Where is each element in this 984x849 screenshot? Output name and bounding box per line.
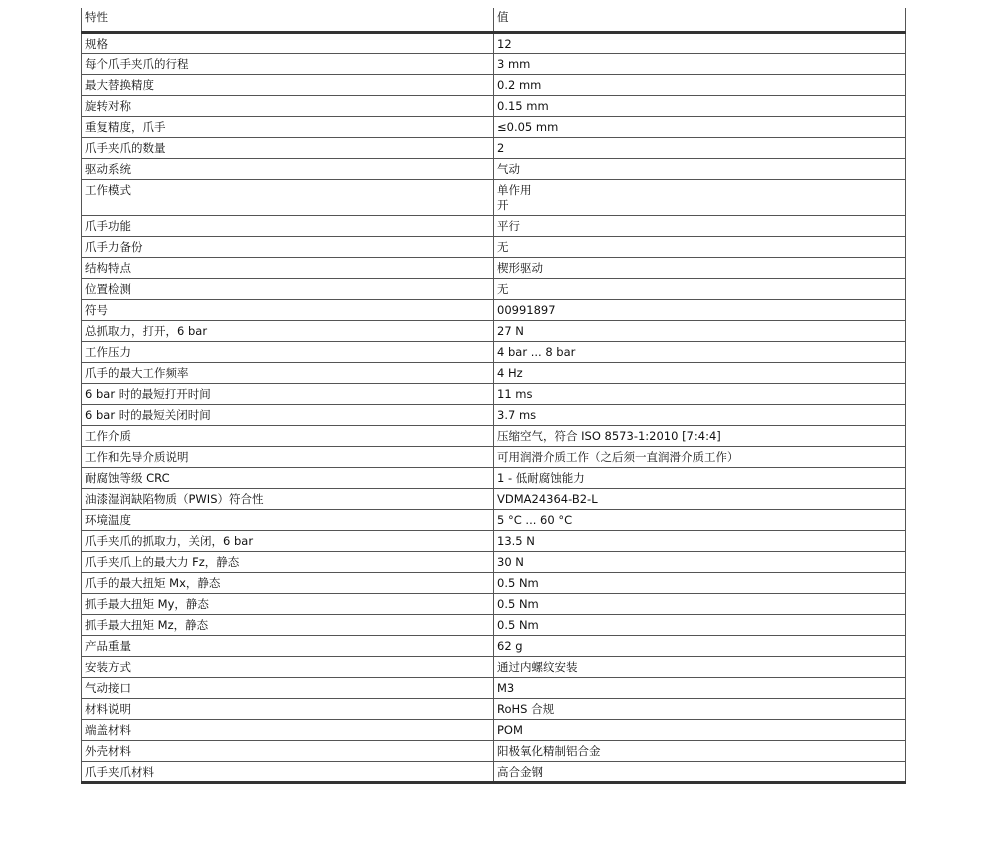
table-row xyxy=(82,53,906,74)
value-cell: 30 N xyxy=(494,551,906,572)
value-cell: 0.5 Nm xyxy=(494,614,906,635)
value-cell: 62 g xyxy=(494,635,906,656)
property-cell: 工作和先导介质说明 xyxy=(82,446,494,467)
value-cell: 5 °C ... 60 °C xyxy=(494,509,906,530)
property-cell: 抓手最大扭矩 My，静态 xyxy=(82,593,494,614)
table-row xyxy=(82,509,906,530)
property-cell: 爪手力备份 xyxy=(82,236,494,257)
property-cell: 耐腐蚀等级 CRC xyxy=(82,467,494,488)
value-cell: 1 - 低耐腐蚀能力 xyxy=(494,467,906,488)
value-cell: 0.2 mm xyxy=(494,74,906,95)
value-cell: ≤0.05 mm xyxy=(494,116,906,137)
table-row xyxy=(82,425,906,446)
table-row xyxy=(82,656,906,677)
table-row xyxy=(82,257,906,278)
table-row xyxy=(82,614,906,635)
table-row xyxy=(82,137,906,158)
table-row xyxy=(82,404,906,425)
table-row xyxy=(82,635,906,656)
value-cell: 楔形驱动 xyxy=(494,257,906,278)
value-cell: 27 N xyxy=(494,320,906,341)
property-cell: 最大替换精度 xyxy=(82,74,494,95)
table-row xyxy=(82,719,906,740)
property-cell: 旋转对称 xyxy=(82,95,494,116)
table-row xyxy=(82,341,906,362)
property-cell: 爪手夹爪的数量 xyxy=(82,137,494,158)
property-cell: 重复精度，爪手 xyxy=(82,116,494,137)
spec-table-body xyxy=(82,32,906,782)
value-cell: 压缩空气，符合 ISO 8573-1:2010 [7:4:4] xyxy=(494,425,906,446)
value-cell: M3 xyxy=(494,677,906,698)
table-row xyxy=(82,32,906,53)
value-cell: 无 xyxy=(494,236,906,257)
value-line: 开 xyxy=(497,197,509,212)
table-row xyxy=(82,572,906,593)
table-row xyxy=(82,116,906,137)
property-cell: 气动接口 xyxy=(82,677,494,698)
value-cell: 通过内螺纹安装 xyxy=(494,656,906,677)
value-cell: 00991897 xyxy=(494,299,906,320)
table-row xyxy=(82,551,906,572)
value-cell: 0.5 Nm xyxy=(494,593,906,614)
property-cell: 安装方式 xyxy=(82,656,494,677)
value-cell: 11 ms xyxy=(494,383,906,404)
property-cell: 位置检测 xyxy=(82,278,494,299)
value-cell: 气动 xyxy=(494,158,906,179)
table-row xyxy=(82,320,906,341)
value-cell: 3 mm xyxy=(494,53,906,74)
property-cell: 产品重量 xyxy=(82,635,494,656)
table-row xyxy=(82,530,906,551)
value-cell: 平行 xyxy=(494,215,906,236)
value-cell: 3.7 ms xyxy=(494,404,906,425)
table-row xyxy=(82,95,906,116)
table-row xyxy=(82,179,906,215)
value-line: 单作用 xyxy=(497,182,532,197)
property-cell: 爪手夹爪上的最大力 Fz，静态 xyxy=(82,551,494,572)
property-cell: 爪手夹爪的抓取力，关闭，6 bar xyxy=(82,530,494,551)
property-cell: 油漆湿润缺陷物质（PWIS）符合性 xyxy=(82,488,494,509)
property-cell: 抓手最大扭矩 Mz，静态 xyxy=(82,614,494,635)
property-cell: 驱动系统 xyxy=(82,158,494,179)
property-cell: 爪手功能 xyxy=(82,215,494,236)
header-property: 特性 xyxy=(82,8,494,32)
table-row xyxy=(82,158,906,179)
value-cell xyxy=(494,179,906,215)
header-value: 值 xyxy=(494,8,906,32)
property-cell: 6 bar 时的最短关闭时间 xyxy=(82,404,494,425)
table-row xyxy=(82,362,906,383)
table-header-row xyxy=(82,8,906,32)
table-row xyxy=(82,761,906,782)
table-row xyxy=(82,383,906,404)
property-cell: 总抓取力，打开，6 bar xyxy=(82,320,494,341)
value-cell: 阳极氧化精制铝合金 xyxy=(494,740,906,761)
table-row xyxy=(82,236,906,257)
property-cell: 规格 xyxy=(82,32,494,53)
property-cell: 工作压力 xyxy=(82,341,494,362)
value-cell: VDMA24364-B2-L xyxy=(494,488,906,509)
property-cell: 结构特点 xyxy=(82,257,494,278)
property-cell: 爪手的最大扭矩 Mx，静态 xyxy=(82,572,494,593)
table-row xyxy=(82,467,906,488)
table-row xyxy=(82,593,906,614)
property-cell: 工作模式 xyxy=(82,179,494,215)
property-cell: 工作介质 xyxy=(82,425,494,446)
table-row xyxy=(82,215,906,236)
spec-table xyxy=(81,8,906,784)
value-cell: 2 xyxy=(494,137,906,158)
table-row xyxy=(82,698,906,719)
value-cell: 0.5 Nm xyxy=(494,572,906,593)
value-cell: 4 bar ... 8 bar xyxy=(494,341,906,362)
property-cell: 爪手夹爪材料 xyxy=(82,761,494,782)
property-cell: 6 bar 时的最短打开时间 xyxy=(82,383,494,404)
value-cell: 0.15 mm xyxy=(494,95,906,116)
value-cell: 无 xyxy=(494,278,906,299)
table-row xyxy=(82,74,906,95)
property-cell: 每个爪手夹爪的行程 xyxy=(82,53,494,74)
property-cell: 端盖材料 xyxy=(82,719,494,740)
property-cell: 环境温度 xyxy=(82,509,494,530)
property-cell: 符号 xyxy=(82,299,494,320)
value-cell: POM xyxy=(494,719,906,740)
value-cell: RoHS 合规 xyxy=(494,698,906,719)
property-cell: 外壳材料 xyxy=(82,740,494,761)
table-row xyxy=(82,299,906,320)
value-cell: 可用润滑介质工作（之后须一直润滑介质工作） xyxy=(494,446,906,467)
value-cell: 高合金钢 xyxy=(494,761,906,782)
value-cell: 12 xyxy=(494,32,906,53)
value-cell: 13.5 N xyxy=(494,530,906,551)
table-row xyxy=(82,488,906,509)
property-cell: 材料说明 xyxy=(82,698,494,719)
table-row xyxy=(82,677,906,698)
table-row xyxy=(82,446,906,467)
value-cell: 4 Hz xyxy=(494,362,906,383)
table-row xyxy=(82,740,906,761)
spec-sheet xyxy=(81,8,905,784)
property-cell: 爪手的最大工作频率 xyxy=(82,362,494,383)
table-row xyxy=(82,278,906,299)
